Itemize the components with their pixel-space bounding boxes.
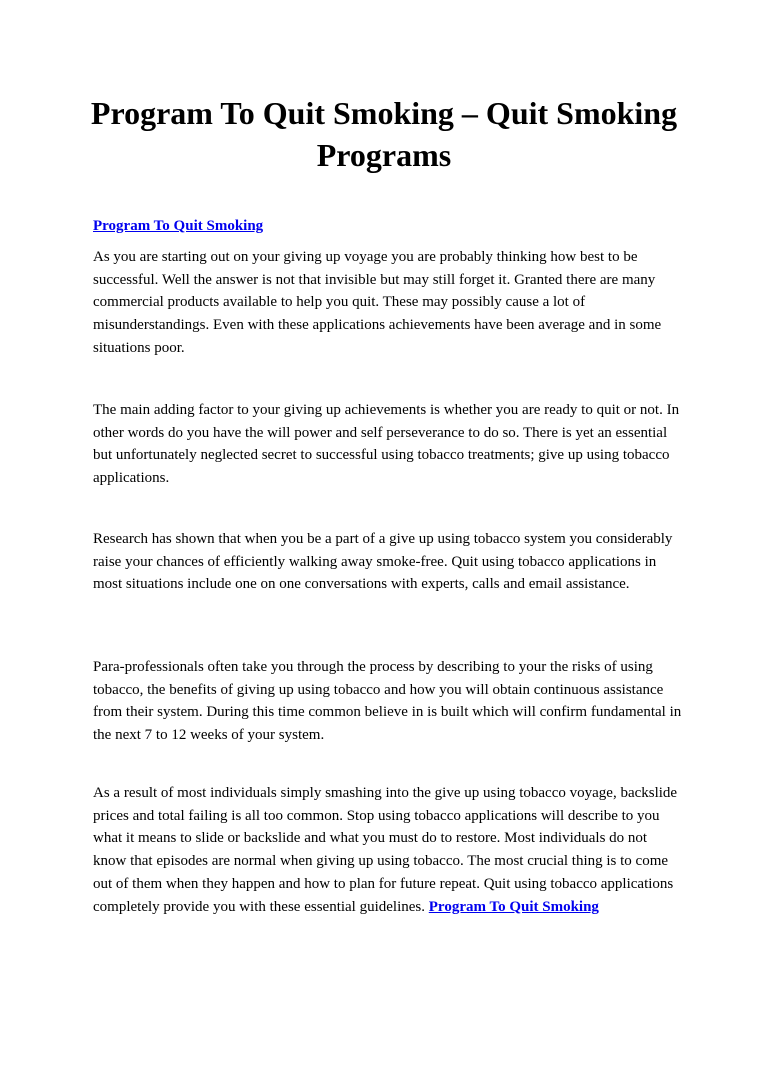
paragraph-2: The main adding factor to your giving up achievements is whether you are ready to quit or not. In other words do you have the will power and self perseverance to do so. There is yet an essential but unfortunately neglected secret to successful using tobacco treatments; give up using tobacco applications. [93, 402, 680, 487]
program-link-top[interactable]: Program To Quit Smoking [93, 218, 264, 234]
paragraph-3: Research has shown that when you be a part of a give up using tobacco system you considerably raise your chances of efficiently walking away smoke-free. Quit using tobacco applications in most situations include one on one conversations with experts, calls and email assistance. [93, 531, 673, 593]
paragraph-4: Para-professionals often take you through the process by describing to your the risks of using tobacco, the benefits of giving up using tobacco and how you will obtain continuous assistance from their system. During this time common believe in is built which will confirm fundamental in the next 7 to 12 weeks of your system. [93, 659, 682, 744]
paragraph-5-text: As a result of most individuals simply smashing into the give up using tobacco voyage, backslide prices and total failing is all too common. Stop using tobacco applications will describe to you what it means to slide or backslide and what you must do to restore. Most individuals do not know that episodes are normal when giving up using tobacco. The most crucial thing is to come out of them when they happen and how to plan for future repeat. Quit using tobacco applications completely provide you with these essential guidelines. [93, 785, 678, 915]
program-link-bottom[interactable]: Program To Quit Smoking [428, 898, 599, 915]
top-link-line [93, 216, 263, 236]
page-title: Program To Quit Smoking – Quit Smoking Programs [90, 95, 678, 173]
paragraph-5 [93, 782, 683, 918]
paragraph-1: As you are starting out on your giving up voyage you are probably thinking how best to be successful. Well the answer is not that invisible but may still forget it. Granted there are many commercial products available to help you quit. These may possibly cause a lot of misunderstandings. Even with these applications achievements have been average and in some situations poor. [93, 249, 662, 356]
